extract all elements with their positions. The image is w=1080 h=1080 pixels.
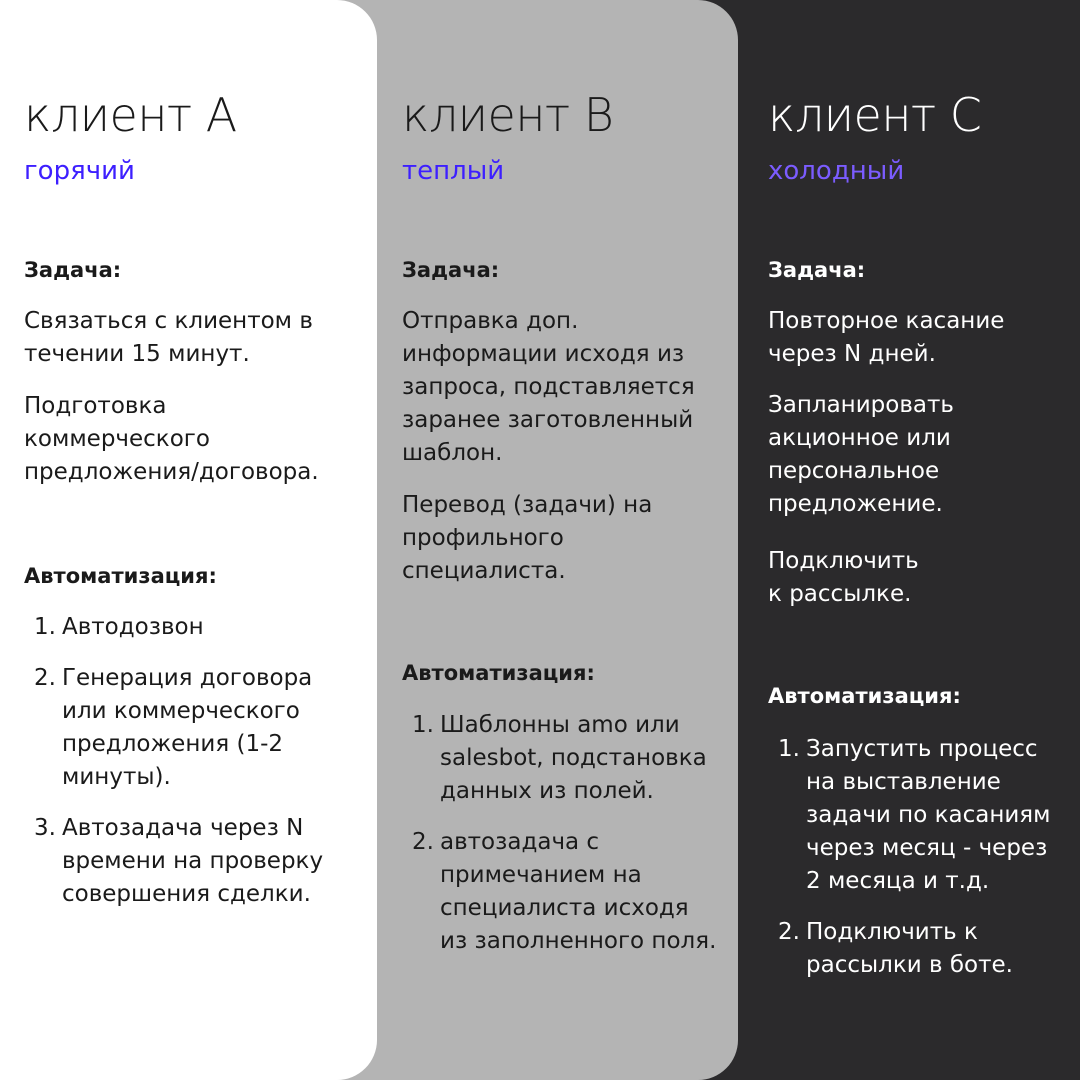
list-item-number: 2. [778,919,800,945]
client-b-task-text-1: Отправка доп. информации исходя из запроса, подставляется заранее заготовленный шаблон. [402,308,695,466]
client-a-title: клиент А [24,88,237,142]
client-a-task-heading: Задача: [24,258,122,282]
list-item-number: 1. [778,736,800,762]
list-item [24,662,332,794]
client-b-title: клиент В [402,88,614,142]
client-b-automation-list [402,709,722,976]
list-item [24,812,332,911]
client-b-automation-heading: Автоматизация: [402,661,595,685]
list-item-text: Автодозвон [62,614,204,640]
client-a-subtitle: горячий [24,156,135,186]
list-item-text: Автозадача через N времени на проверку совершения сделки. [62,815,324,907]
client-c-task-text-3: Подключить к рассылке. [768,548,919,607]
list-item-text: Подключить к рассылки в боте. [806,919,1013,978]
list-item [768,733,1068,898]
client-b-task-text-2: Перевод (задачи) на профильного специалиста. [402,492,653,584]
client-a-task-text-1: Связаться с клиентом в течении 15 минут. [24,308,313,367]
client-b-subtitle: теплый [402,156,505,186]
client-a-task-text-2: Подготовка коммерческого предложения/договора. [24,393,319,485]
column-client-a [0,0,377,1080]
list-item [24,611,332,644]
client-c-automation-list [768,733,1068,1000]
list-item-number: 1. [34,614,56,640]
client-c-task-text-2: Запланировать акционное или персональное предложение. [768,392,954,517]
list-item [402,709,720,808]
client-a-automation-heading: Автоматизация: [24,564,217,588]
client-a-automation-list [24,611,359,929]
list-item-text: автозадача с примечанием на специалиста исходя из заполненного поля. [440,829,717,954]
list-item-number: 1. [412,712,434,738]
list-item-text: Запустить процесс на выставление задачи по касаниям через месяц - через 2 месяца и т.д. [806,736,1051,894]
client-c-title: клиент С [768,88,982,142]
list-item [402,826,720,958]
list-item-number: 2. [34,665,56,691]
list-item-text: Генерация договора или коммерческого предложения (1-2 минуты). [62,665,313,790]
client-b-task-heading: Задача: [402,258,500,282]
client-c-task-heading: Задача: [768,258,866,282]
list-item-number: 3. [34,815,56,841]
client-c-task-text-1: Повторное касание через N дней. [768,308,1005,367]
client-c-automation-heading: Автоматизация: [768,684,961,708]
list-item-number: 2. [412,829,434,855]
list-item [768,916,1068,982]
client-c-subtitle: холодный [768,156,905,186]
list-item-text: Шаблонны amo или salesbot, подстановка данных из полей. [440,712,707,804]
